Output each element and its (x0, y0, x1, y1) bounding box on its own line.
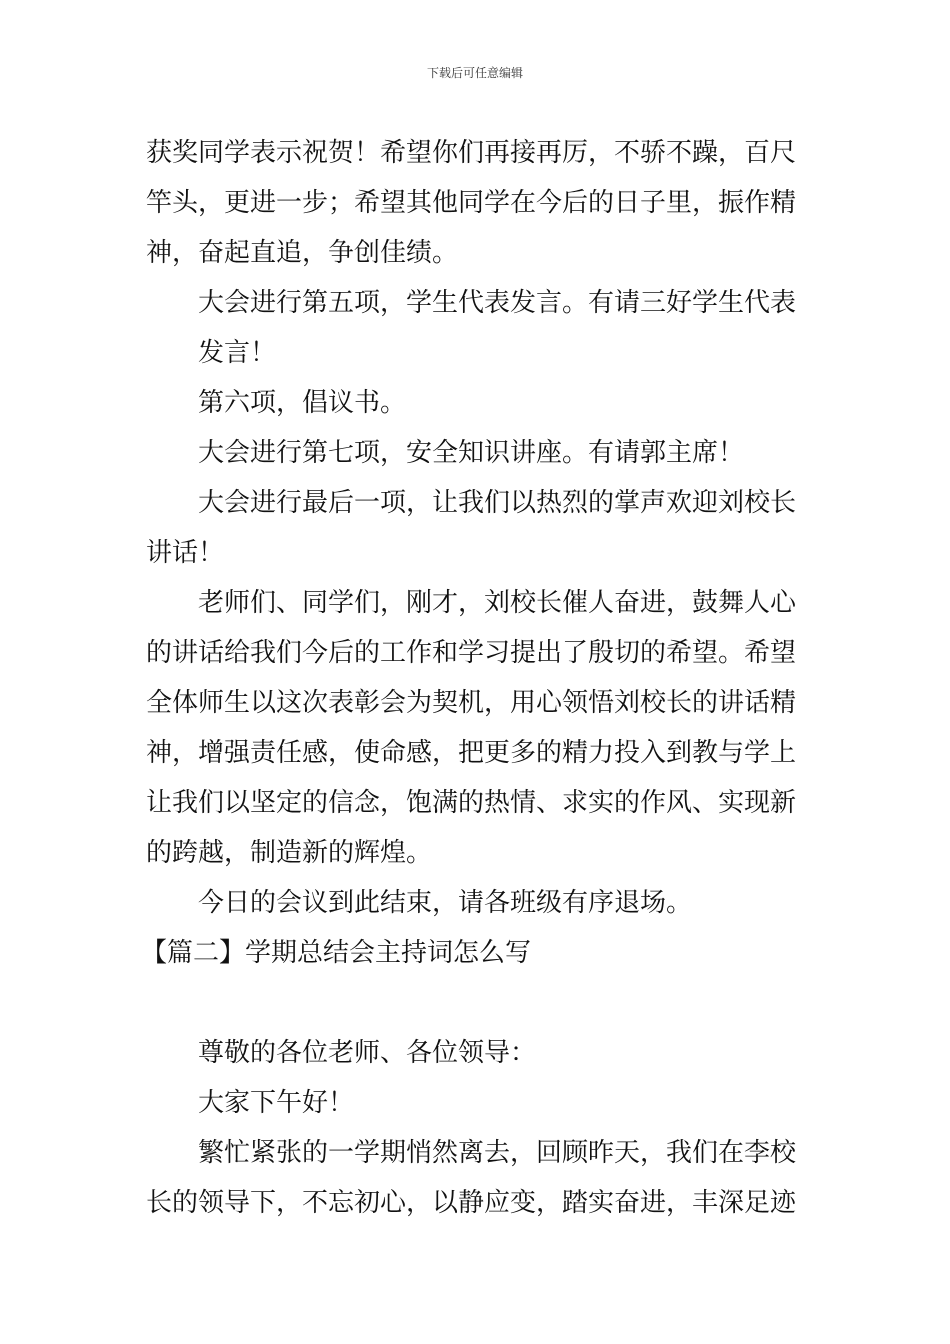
text-line: 大会进行第七项，安全知识讲座。有请郭主席！ (198, 438, 745, 468)
blank-line (146, 978, 806, 1028)
text-line: 神，奋起直追，争创佳绩。 (146, 238, 459, 268)
text-line: 尊敬的各位老师、各位领导： (198, 1038, 537, 1068)
text-line: 大会进行第五项，学生代表发言。有请三好学生代表 (198, 288, 797, 318)
body-text (141, 128, 806, 1228)
text-line: 的跨越，制造新的辉煌。 (146, 838, 433, 868)
text-line: 神，增强责任感，使命感，把更多的精力投入到教与学上 (146, 738, 797, 768)
text-line: 大会进行最后一项，让我们以热烈的掌声欢迎刘校长 (198, 488, 797, 518)
text-line: 获奖同学表示祝贺！希望你们再接再厉，不骄不躁，百尺 (146, 138, 797, 168)
text-line: 第六项，倡议书。 (198, 388, 407, 418)
text-line: 大家下午好！ (198, 1088, 355, 1118)
text-line: 发言！ (198, 338, 277, 368)
text-line: 讲话！ (146, 538, 225, 568)
text-line: 竿头，更进一步；希望其他同学在今后的日子里，振作精 (146, 188, 797, 218)
text-line: 让我们以坚定的信念，饱满的热情、求实的作风、实现新 (146, 788, 797, 818)
text-line: 老师们、同学们，刚才，刘校长催人奋进，鼓舞人心 (198, 588, 797, 618)
text-line: 的讲话给我们今后的工作和学习提出了殷切的希望。希望 (146, 638, 797, 668)
text-line: 长的领导下，不忘初心，以静应变，踏实奋进，丰深足迹 (146, 1188, 797, 1218)
section-heading: 【篇二】学期总结会主持词怎么写 (141, 938, 532, 968)
text-line: 全体师生以这次表彰会为契机，用心领悟刘校长的讲话精 (146, 688, 797, 718)
text-line: 今日的会议到此结束，请各班级有序退场。 (198, 888, 693, 918)
header-note: 下载后可任意编辑 (426, 66, 523, 80)
text-line: 繁忙紧张的一学期悄然离去，回顾昨天，我们在李校 (198, 1138, 797, 1168)
